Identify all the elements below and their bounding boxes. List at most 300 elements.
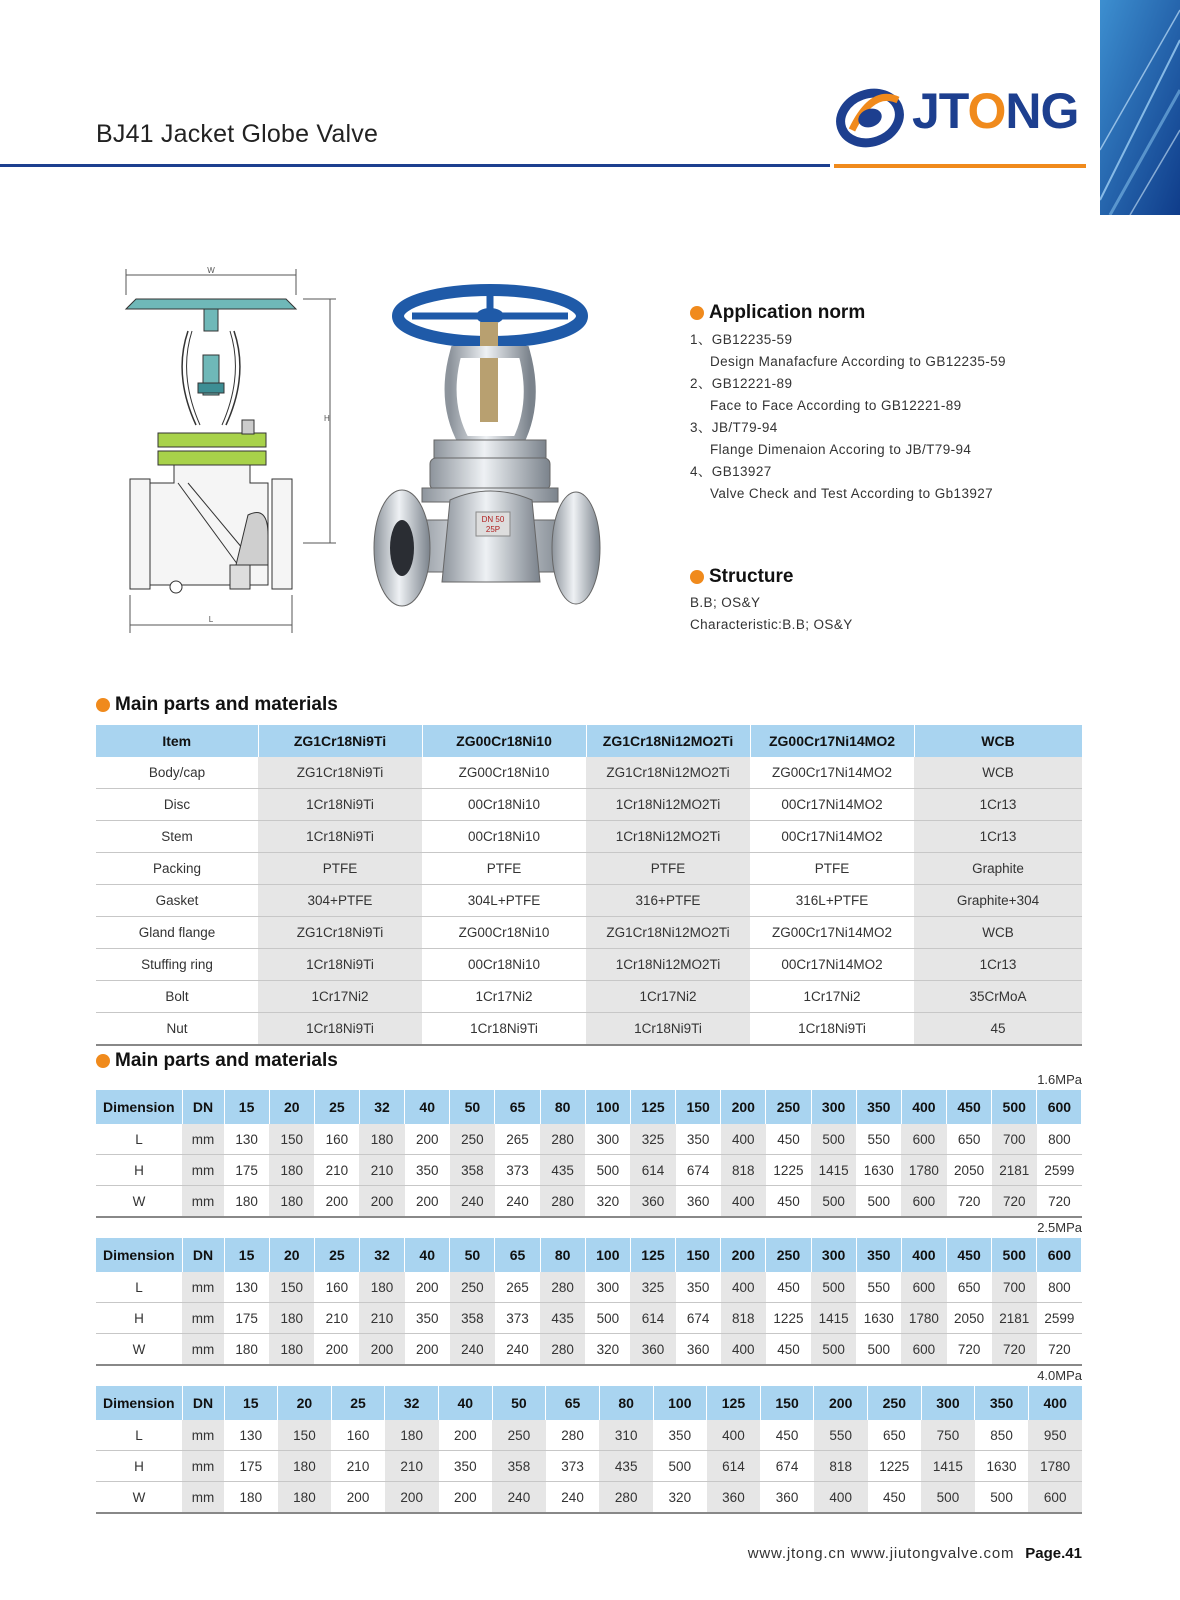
table-cell: 400 bbox=[814, 1482, 868, 1514]
table-cell: 304+PTFE bbox=[258, 885, 422, 917]
table-row bbox=[96, 1013, 1082, 1046]
table-cell: 400 bbox=[721, 1186, 766, 1218]
dimension-column-header: 25 bbox=[331, 1386, 385, 1420]
application-norm-list bbox=[690, 329, 1006, 505]
table-row bbox=[96, 757, 1082, 789]
table-cell: 280 bbox=[540, 1124, 585, 1155]
table-cell: 1415 bbox=[921, 1451, 975, 1482]
row-label: Bolt bbox=[96, 981, 258, 1013]
dimension-column-header: DN bbox=[182, 1386, 224, 1420]
table-cell: 358 bbox=[450, 1155, 495, 1186]
table-cell: 1780 bbox=[901, 1303, 946, 1334]
table-cell: 500 bbox=[585, 1303, 630, 1334]
table-cell: 325 bbox=[630, 1272, 675, 1303]
norm-code-2: 2、GB12221-89 bbox=[690, 376, 793, 391]
dimension-column-header: 50 bbox=[492, 1386, 546, 1420]
table-cell: 435 bbox=[599, 1451, 653, 1482]
table-cell: 1Cr13 bbox=[914, 949, 1082, 981]
table-cell: 240 bbox=[495, 1334, 540, 1366]
row-label: Disc bbox=[96, 789, 258, 821]
table-cell: 650 bbox=[947, 1272, 992, 1303]
structure-heading bbox=[690, 566, 793, 588]
table-cell: 1Cr18Ni12MO2Ti bbox=[586, 821, 750, 853]
unit-cell: mm bbox=[182, 1482, 224, 1514]
table-cell: 2181 bbox=[992, 1155, 1037, 1186]
table-cell: 650 bbox=[868, 1420, 922, 1451]
dimension-column-header: 300 bbox=[811, 1090, 856, 1124]
table-cell: 210 bbox=[385, 1451, 439, 1482]
table-row bbox=[96, 885, 1082, 917]
table-cell: 1Cr18Ni12MO2Ti bbox=[586, 789, 750, 821]
dimension-column-header: 15 bbox=[224, 1238, 269, 1272]
unit-cell: mm bbox=[182, 1155, 224, 1186]
dimension-column-header: 150 bbox=[676, 1090, 721, 1124]
table-cell: 1780 bbox=[901, 1155, 946, 1186]
table-cell: 360 bbox=[760, 1482, 814, 1514]
table-cell: 950 bbox=[1028, 1420, 1082, 1451]
table-cell: 300 bbox=[585, 1272, 630, 1303]
table-cell: 210 bbox=[359, 1303, 404, 1334]
dimension-column-header: 40 bbox=[439, 1386, 493, 1420]
materials-column-header: ZG1Cr18Ni9Ti bbox=[258, 725, 422, 757]
dimension-column-header: 300 bbox=[921, 1386, 975, 1420]
logo-swirl-icon bbox=[832, 78, 912, 158]
table-cell: 600 bbox=[901, 1124, 946, 1155]
dimension-column-header: 20 bbox=[269, 1090, 314, 1124]
table-cell: 45 bbox=[914, 1013, 1082, 1046]
materials-heading bbox=[96, 694, 338, 716]
table-cell: 358 bbox=[492, 1451, 546, 1482]
table-cell: 600 bbox=[901, 1186, 946, 1218]
table-cell: 150 bbox=[278, 1420, 332, 1451]
table-cell: 700 bbox=[992, 1124, 1037, 1155]
unit-cell: mm bbox=[182, 1124, 224, 1155]
table-cell: 304L+PTFE bbox=[422, 885, 586, 917]
dimension-table-2 bbox=[96, 1238, 1082, 1366]
table-cell: 265 bbox=[495, 1272, 540, 1303]
row-label: H bbox=[96, 1155, 182, 1186]
dimension-label-w: W bbox=[207, 266, 215, 275]
table-cell: 200 bbox=[331, 1482, 385, 1514]
table-cell: 180 bbox=[278, 1482, 332, 1514]
norm-desc-4: Valve Check and Test According to Gb13927 bbox=[710, 486, 994, 501]
table-cell: WCB bbox=[914, 917, 1082, 949]
table-cell: 614 bbox=[630, 1303, 675, 1334]
dimension-column-header: 25 bbox=[314, 1238, 359, 1272]
dimension-column-header: 40 bbox=[405, 1090, 450, 1124]
row-label: H bbox=[96, 1303, 182, 1334]
table-cell: 1Cr18Ni9Ti bbox=[258, 789, 422, 821]
table-row bbox=[96, 1272, 1082, 1303]
table-cell: 150 bbox=[269, 1272, 314, 1303]
logo-underline bbox=[834, 164, 1086, 168]
table-cell: 1415 bbox=[811, 1155, 856, 1186]
dimension-column-header: 150 bbox=[760, 1386, 814, 1420]
table-cell: 1Cr17Ni2 bbox=[422, 981, 586, 1013]
table-cell: 1630 bbox=[856, 1155, 901, 1186]
table-cell: 180 bbox=[269, 1186, 314, 1218]
table-cell: 240 bbox=[450, 1186, 495, 1218]
dimensions-heading bbox=[96, 1050, 338, 1072]
dimension-column-header: 125 bbox=[707, 1386, 761, 1420]
table-cell: 180 bbox=[224, 1482, 278, 1514]
footer bbox=[748, 1545, 1082, 1562]
dimension-column-header: 500 bbox=[992, 1090, 1037, 1124]
table-row bbox=[96, 821, 1082, 853]
table-cell: 1Cr13 bbox=[914, 821, 1082, 853]
dimension-column-header: 32 bbox=[385, 1386, 439, 1420]
table-cell: 500 bbox=[856, 1186, 901, 1218]
table-cell: PTFE bbox=[750, 853, 914, 885]
dimension-column-header: DN bbox=[182, 1090, 224, 1124]
table-cell: 373 bbox=[495, 1155, 540, 1186]
table-cell: 1Cr18Ni9Ti bbox=[258, 1013, 422, 1046]
dimension-column-header: 65 bbox=[546, 1386, 600, 1420]
table-cell: 00Cr18Ni10 bbox=[422, 789, 586, 821]
dimension-header-row bbox=[96, 1386, 1082, 1420]
dimension-column-header: 25 bbox=[314, 1090, 359, 1124]
table-cell: 180 bbox=[224, 1334, 269, 1366]
table-cell: 160 bbox=[331, 1420, 385, 1451]
table-cell: 1Cr18Ni12MO2Ti bbox=[586, 949, 750, 981]
norm-desc-1: Design Manafacfure According to GB12235-59 bbox=[710, 354, 1006, 369]
table-cell: 00Cr17Ni14MO2 bbox=[750, 789, 914, 821]
table-cell: 720 bbox=[1037, 1334, 1082, 1366]
dimension-column-header: 200 bbox=[721, 1238, 766, 1272]
table-cell: 160 bbox=[314, 1124, 359, 1155]
table-cell: 180 bbox=[269, 1303, 314, 1334]
dimension-column-header: 350 bbox=[975, 1386, 1029, 1420]
table-row bbox=[96, 1482, 1082, 1514]
table-cell: 210 bbox=[331, 1451, 385, 1482]
unit-cell: mm bbox=[182, 1272, 224, 1303]
table-cell: 450 bbox=[766, 1186, 811, 1218]
materials-column-header: Item bbox=[96, 725, 258, 757]
table-cell: 1415 bbox=[811, 1303, 856, 1334]
row-label: Gland flange bbox=[96, 917, 258, 949]
table-cell: 316L+PTFE bbox=[750, 885, 914, 917]
valve-plate-text-1: DN 50 bbox=[481, 515, 505, 524]
unit-cell: mm bbox=[182, 1334, 224, 1366]
dimension-column-header: 65 bbox=[495, 1090, 540, 1124]
table-cell: 350 bbox=[405, 1303, 450, 1334]
table-cell: 240 bbox=[492, 1482, 546, 1514]
table-cell: 350 bbox=[405, 1155, 450, 1186]
table-cell: 180 bbox=[269, 1334, 314, 1366]
norm-code-4: 4、GB13927 bbox=[690, 464, 772, 479]
table-cell: 210 bbox=[359, 1155, 404, 1186]
table-cell: ZG00Cr17Ni14MO2 bbox=[750, 917, 914, 949]
table-row bbox=[96, 789, 1082, 821]
table-cell: 600 bbox=[901, 1334, 946, 1366]
dimension-column-header: 400 bbox=[901, 1238, 946, 1272]
table-cell: 240 bbox=[450, 1334, 495, 1366]
table-cell: 350 bbox=[653, 1420, 707, 1451]
table-cell: 350 bbox=[676, 1124, 721, 1155]
dimension-column-header: 200 bbox=[721, 1090, 766, 1124]
table-cell: 200 bbox=[439, 1482, 493, 1514]
row-label: L bbox=[96, 1420, 182, 1451]
materials-column-header: ZG00Cr17Ni14MO2 bbox=[750, 725, 914, 757]
table-cell: 373 bbox=[495, 1303, 540, 1334]
table-cell: 818 bbox=[814, 1451, 868, 1482]
dimension-column-header: 65 bbox=[495, 1238, 540, 1272]
table-cell: WCB bbox=[914, 757, 1082, 789]
table-cell: ZG00Cr18Ni10 bbox=[422, 917, 586, 949]
table-cell: 00Cr17Ni14MO2 bbox=[750, 949, 914, 981]
table-cell: 800 bbox=[1037, 1124, 1082, 1155]
table-cell: 550 bbox=[856, 1124, 901, 1155]
table-cell: 280 bbox=[546, 1420, 600, 1451]
table-cell: ZG1Cr18Ni9Ti bbox=[258, 917, 422, 949]
dimension-column-header: 80 bbox=[540, 1090, 585, 1124]
table-cell: 400 bbox=[721, 1334, 766, 1366]
table-cell: PTFE bbox=[586, 853, 750, 885]
table-cell: 175 bbox=[224, 1303, 269, 1334]
dimension-column-header: 20 bbox=[269, 1238, 314, 1272]
dimension-column-header: 125 bbox=[630, 1238, 675, 1272]
dimension-column-header: DN bbox=[182, 1238, 224, 1272]
dimensions-title: Main parts and materials bbox=[115, 1050, 338, 1071]
dimension-column-header: 500 bbox=[992, 1238, 1037, 1272]
table-cell: 1Cr17Ni2 bbox=[750, 981, 914, 1013]
dimension-column-header: Dimension bbox=[96, 1386, 182, 1420]
table-row bbox=[96, 1155, 1082, 1186]
table-cell: 1Cr18Ni9Ti bbox=[586, 1013, 750, 1046]
norm-desc-3: Flange Dimenaion Accoring to JB/T79-94 bbox=[710, 442, 972, 457]
table-cell: 358 bbox=[450, 1303, 495, 1334]
table-cell: 360 bbox=[676, 1334, 721, 1366]
dimension-column-header: 80 bbox=[540, 1238, 585, 1272]
dimension-column-header: 50 bbox=[450, 1238, 495, 1272]
dimension-column-header: 350 bbox=[856, 1238, 901, 1272]
table-cell: 200 bbox=[405, 1334, 450, 1366]
table-row bbox=[96, 1334, 1082, 1366]
dimension-column-header: 32 bbox=[359, 1238, 404, 1272]
table-cell: 265 bbox=[495, 1124, 540, 1155]
table-cell: 250 bbox=[450, 1124, 495, 1155]
dimension-column-header: 100 bbox=[585, 1090, 630, 1124]
table-cell: 818 bbox=[721, 1155, 766, 1186]
dimension-column-header: 125 bbox=[630, 1090, 675, 1124]
table-cell: 150 bbox=[269, 1124, 314, 1155]
row-label: Nut bbox=[96, 1013, 258, 1046]
table-row bbox=[96, 1124, 1082, 1155]
dimension-column-header: 250 bbox=[868, 1386, 922, 1420]
structure-text bbox=[690, 592, 853, 636]
row-label: H bbox=[96, 1451, 182, 1482]
dimension-column-header: 600 bbox=[1037, 1238, 1082, 1272]
table-cell: 210 bbox=[314, 1303, 359, 1334]
table-cell: 360 bbox=[707, 1482, 761, 1514]
dimension-column-header: Dimension bbox=[96, 1238, 182, 1272]
table-cell: 614 bbox=[630, 1155, 675, 1186]
row-label: Packing bbox=[96, 853, 258, 885]
table-cell: 00Cr17Ni14MO2 bbox=[750, 821, 914, 853]
header-rule bbox=[0, 164, 830, 167]
table-cell: 300 bbox=[585, 1124, 630, 1155]
pressure-label-3: 4.0MPa bbox=[1037, 1368, 1082, 1383]
table-cell: 450 bbox=[766, 1334, 811, 1366]
orange-bullet-icon bbox=[96, 1054, 110, 1068]
materials-column-header: WCB bbox=[914, 725, 1082, 757]
table-cell: 200 bbox=[359, 1186, 404, 1218]
orange-bullet-icon bbox=[96, 698, 110, 712]
corner-decoration bbox=[1100, 0, 1180, 215]
dimension-column-header: 200 bbox=[814, 1386, 868, 1420]
table-cell: 360 bbox=[630, 1186, 675, 1218]
table-cell: ZG00Cr18Ni10 bbox=[422, 757, 586, 789]
table-cell: 1Cr17Ni2 bbox=[586, 981, 750, 1013]
table-cell: 1Cr18Ni9Ti bbox=[422, 1013, 586, 1046]
table-cell: 1Cr13 bbox=[914, 789, 1082, 821]
table-row bbox=[96, 853, 1082, 885]
application-norm-title: Application norm bbox=[709, 302, 866, 323]
table-cell: 818 bbox=[721, 1303, 766, 1334]
table-cell: ZG00Cr17Ni14MO2 bbox=[750, 757, 914, 789]
materials-header-row bbox=[96, 725, 1082, 757]
table-cell: Graphite bbox=[914, 853, 1082, 885]
row-label: W bbox=[96, 1482, 182, 1514]
table-cell: 250 bbox=[492, 1420, 546, 1451]
table-cell: 180 bbox=[269, 1155, 314, 1186]
table-cell: 00Cr18Ni10 bbox=[422, 949, 586, 981]
dimension-column-header: 400 bbox=[901, 1090, 946, 1124]
structure-line-1: B.B; OS&Y bbox=[690, 595, 761, 610]
table-cell: 130 bbox=[224, 1272, 269, 1303]
row-label: L bbox=[96, 1272, 182, 1303]
table-cell: 600 bbox=[1028, 1482, 1082, 1514]
table-cell: 2050 bbox=[947, 1303, 992, 1334]
table-cell: 500 bbox=[811, 1186, 856, 1218]
table-row bbox=[96, 1303, 1082, 1334]
page-number: Page.41 bbox=[1025, 1545, 1082, 1562]
table-cell: 200 bbox=[405, 1124, 450, 1155]
row-label: L bbox=[96, 1124, 182, 1155]
table-cell: 674 bbox=[676, 1155, 721, 1186]
dimension-column-header: 450 bbox=[947, 1238, 992, 1272]
table-cell: 500 bbox=[811, 1124, 856, 1155]
table-cell: PTFE bbox=[258, 853, 422, 885]
table-cell: 500 bbox=[653, 1451, 707, 1482]
table-cell: 1225 bbox=[766, 1303, 811, 1334]
table-cell: 373 bbox=[546, 1451, 600, 1482]
table-cell: 350 bbox=[676, 1272, 721, 1303]
dimension-column-header: 80 bbox=[599, 1386, 653, 1420]
table-cell: 450 bbox=[766, 1272, 811, 1303]
materials-column-header: ZG00Cr18Ni10 bbox=[422, 725, 586, 757]
table-cell: 614 bbox=[707, 1451, 761, 1482]
dimension-column-header: 15 bbox=[224, 1386, 278, 1420]
table-cell: ZG1Cr18Ni12MO2Ti bbox=[586, 757, 750, 789]
dimension-column-header: 350 bbox=[856, 1090, 901, 1124]
table-cell: 320 bbox=[585, 1334, 630, 1366]
table-cell: 1225 bbox=[868, 1451, 922, 1482]
table-cell: 674 bbox=[676, 1303, 721, 1334]
table-cell: 310 bbox=[599, 1420, 653, 1451]
unit-cell: mm bbox=[182, 1186, 224, 1218]
page-title: BJ41 Jacket Globe Valve bbox=[96, 120, 379, 148]
pressure-label-2: 2.5MPa bbox=[1037, 1220, 1082, 1235]
table-cell: 250 bbox=[450, 1272, 495, 1303]
table-cell: 350 bbox=[439, 1451, 493, 1482]
table-cell: 360 bbox=[676, 1186, 721, 1218]
row-label: W bbox=[96, 1186, 182, 1218]
table-cell: 180 bbox=[385, 1420, 439, 1451]
table-cell: 700 bbox=[992, 1272, 1037, 1303]
table-cell: 180 bbox=[359, 1124, 404, 1155]
row-label: Body/cap bbox=[96, 757, 258, 789]
table-cell: 2050 bbox=[947, 1155, 992, 1186]
table-row bbox=[96, 1451, 1082, 1482]
structure-title: Structure bbox=[709, 566, 794, 587]
table-cell: 200 bbox=[359, 1334, 404, 1366]
table-cell: 500 bbox=[921, 1482, 975, 1514]
table-cell: 720 bbox=[947, 1334, 992, 1366]
table-cell: 600 bbox=[901, 1272, 946, 1303]
table-cell: 850 bbox=[975, 1420, 1029, 1451]
table-cell: 400 bbox=[721, 1124, 766, 1155]
table-cell: 200 bbox=[385, 1482, 439, 1514]
table-cell: 1630 bbox=[975, 1451, 1029, 1482]
table-cell: 240 bbox=[495, 1186, 540, 1218]
table-cell: 450 bbox=[868, 1482, 922, 1514]
table-cell: 1630 bbox=[856, 1303, 901, 1334]
unit-cell: mm bbox=[182, 1420, 224, 1451]
table-cell: 280 bbox=[599, 1482, 653, 1514]
table-cell: 435 bbox=[540, 1155, 585, 1186]
brand-logo bbox=[832, 74, 1086, 170]
row-label: Stem bbox=[96, 821, 258, 853]
table-cell: 320 bbox=[585, 1186, 630, 1218]
table-cell: Graphite+304 bbox=[914, 885, 1082, 917]
table-cell: 1Cr18Ni9Ti bbox=[258, 949, 422, 981]
dimension-header-row bbox=[96, 1090, 1082, 1124]
orange-bullet-icon bbox=[690, 306, 704, 320]
table-row bbox=[96, 981, 1082, 1013]
table-cell: 500 bbox=[975, 1482, 1029, 1514]
table-cell: 360 bbox=[630, 1334, 675, 1366]
dimension-column-header: 15 bbox=[224, 1090, 269, 1124]
table-cell: 800 bbox=[1037, 1272, 1082, 1303]
unit-cell: mm bbox=[182, 1303, 224, 1334]
table-cell: 200 bbox=[405, 1272, 450, 1303]
table-cell: 35CrMoA bbox=[914, 981, 1082, 1013]
structure-line-2: Characteristic:B.B; OS&Y bbox=[690, 617, 853, 632]
table-cell: 130 bbox=[224, 1124, 269, 1155]
table-cell: 00Cr18Ni10 bbox=[422, 821, 586, 853]
table-cell: 210 bbox=[314, 1155, 359, 1186]
dimension-header-row bbox=[96, 1238, 1082, 1272]
dimension-column-header: 150 bbox=[676, 1238, 721, 1272]
dimension-column-header: 100 bbox=[653, 1386, 707, 1420]
orange-bullet-icon bbox=[690, 570, 704, 584]
table-cell: 1225 bbox=[766, 1155, 811, 1186]
dimension-column-header: 600 bbox=[1037, 1090, 1082, 1124]
table-cell: 1Cr17Ni2 bbox=[258, 981, 422, 1013]
table-cell: 2599 bbox=[1037, 1155, 1082, 1186]
table-row bbox=[96, 949, 1082, 981]
table-cell: 550 bbox=[856, 1272, 901, 1303]
table-cell: 325 bbox=[630, 1124, 675, 1155]
norm-code-3: 3、JB/T79-94 bbox=[690, 420, 778, 435]
table-cell: 175 bbox=[224, 1451, 278, 1482]
table-cell: 200 bbox=[439, 1420, 493, 1451]
table-cell: 500 bbox=[856, 1334, 901, 1366]
materials-title: Main parts and materials bbox=[115, 694, 338, 715]
dimension-table-3 bbox=[96, 1386, 1083, 1514]
table-row bbox=[96, 1186, 1082, 1218]
